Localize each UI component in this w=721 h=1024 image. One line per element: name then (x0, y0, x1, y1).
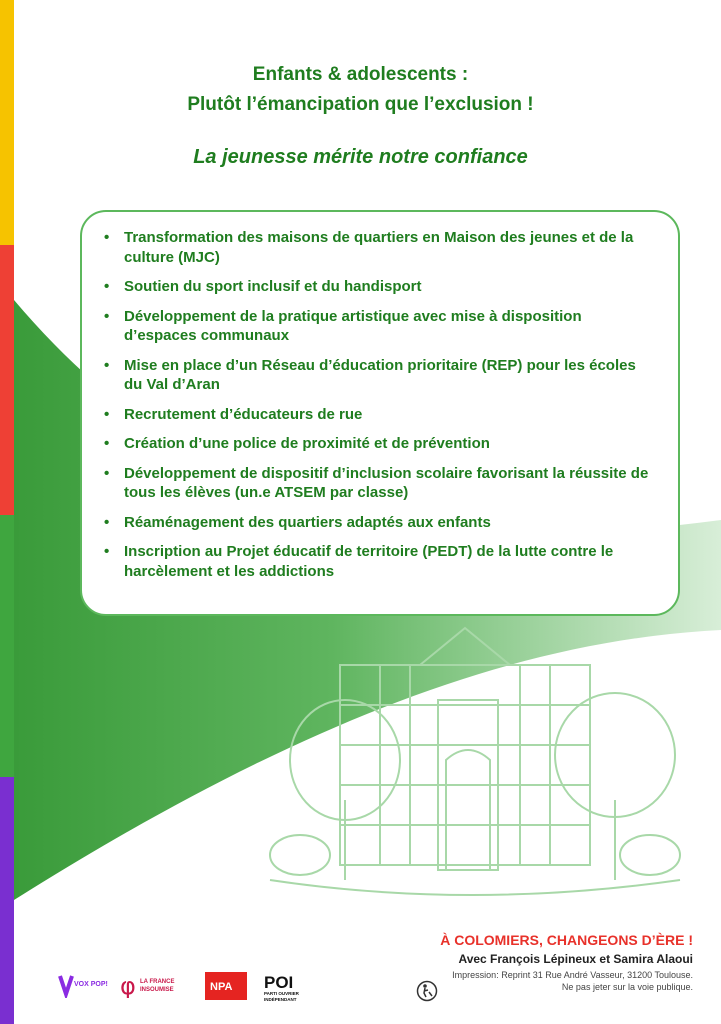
lfi-logo-line1: LA FRANCE (140, 979, 175, 985)
candidates-line: Avec François Lépineux et Samira Alaoui (458, 952, 693, 966)
bullet-icon: • (104, 543, 110, 560)
poi-logo (262, 972, 322, 1009)
list-item (104, 228, 652, 267)
list-item (104, 464, 652, 503)
list-item (104, 542, 652, 581)
title-line-1: Enfants & adolescents : (252, 64, 469, 85)
list-item (104, 307, 652, 346)
svg-text:φ: φ (120, 972, 136, 998)
list-item (104, 513, 652, 533)
bullet-icon: • (104, 229, 110, 246)
bullet-icon: • (104, 356, 110, 374)
imprint-text: Impression: Reprint 31 Rue André Vasseur, 31200 Toulouse. (452, 970, 693, 980)
list-item (104, 277, 652, 297)
list-item (104, 356, 652, 395)
bullet-icon: • (104, 307, 110, 325)
page-title (0, 60, 721, 120)
npa-logo-text: NPA (210, 981, 233, 993)
poi-logo-sub2: INDÉPENDANT (264, 997, 297, 1002)
list-item-text: Inscription au Projet éducatif de territoire (PEDT) de la lutte contre le harcèlement et les addictions (124, 543, 614, 580)
list-item-text: Recrutement d’éducateurs de rue (124, 405, 363, 423)
no-litter-icon (416, 980, 438, 1002)
bullet-icon: • (104, 464, 110, 482)
npa-logo (205, 972, 247, 1005)
page-subtitle: La jeunesse mérite notre confiance (193, 146, 528, 168)
disposal-notice: Ne pas jeter sur la voie publique. (561, 982, 693, 992)
list-item-text: Développement de dispositif d’inclusion scolaire favorisant la réussite de tous les élèves (un.e ATSEM par classe) (124, 464, 649, 501)
bullet-icon: • (104, 435, 110, 452)
list-item (104, 434, 652, 454)
poi-logo-sub1: PARTI OUVRIER (264, 991, 299, 996)
measures-list (82, 212, 678, 581)
voxpop-logo-text: VOX POP! (74, 981, 108, 988)
campaign-slogan: À COLOMIERS, CHANGEONS D’ÈRE ! (440, 932, 693, 948)
list-item-text: Réaménagement des quartiers adaptés aux enfants (124, 513, 491, 531)
list-item-text: Mise en place d’un Réseau d’éducation prioritaire (REP) pour les écoles du Val d’Aran (124, 356, 636, 393)
list-item-text: Soutien du sport inclusif et du handisport (124, 278, 422, 295)
list-item-text: Transformation des maisons de quartiers en Maison des jeunes et de la culture (MJC) (124, 229, 634, 266)
title-line-2: Plutôt l’émancipation que l’exclusion ! (187, 94, 534, 115)
bullet-icon: • (104, 405, 110, 423)
poi-logo-text: POI (264, 973, 294, 992)
list-item (104, 405, 652, 425)
bullet-icon: • (104, 278, 110, 295)
list-item-text: Création d’une police de proximité et de prévention (124, 435, 490, 452)
lfi-logo-line2: INSOUMISE (140, 987, 174, 993)
list-item-text: Développement de la pratique artistique avec mise à disposition d’espaces communaux (124, 307, 582, 344)
lfi-logo (120, 972, 192, 1003)
measures-card (80, 210, 680, 616)
bullet-icon: • (104, 513, 110, 531)
voxpop-logo (58, 972, 108, 1003)
